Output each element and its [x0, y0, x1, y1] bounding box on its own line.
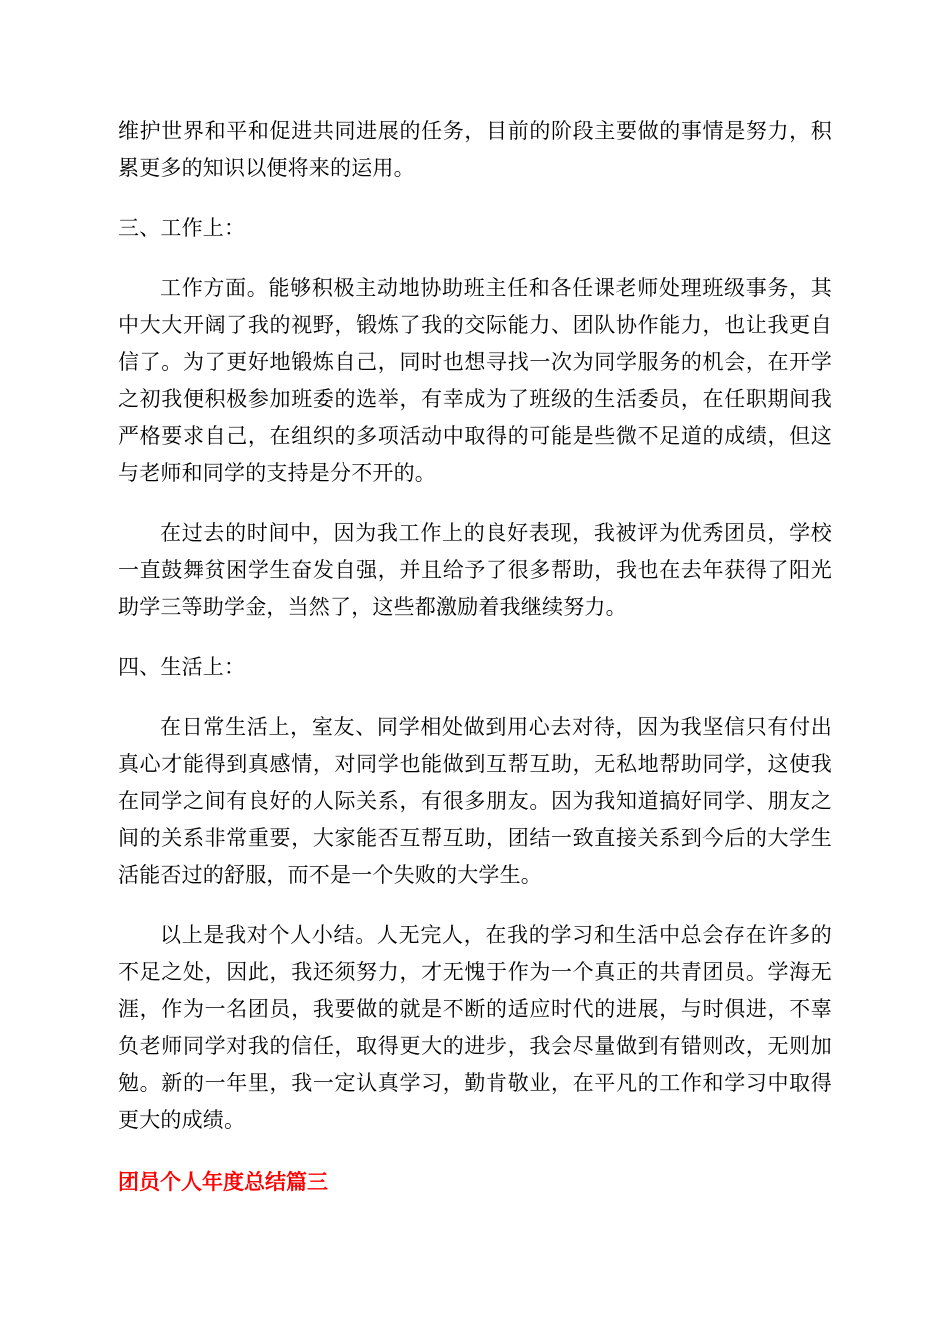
paragraph-honors: 在过去的时间中，因为我工作上的良好表现，我被评为优秀团员，学校一直鼓舞贫困学生奋发自强，并且给予了很多帮助，我也在去年获得了阳光助学三等助学金，当然了，这些都激励着我继续努力。 — [118, 521, 832, 619]
paragraph-life: 在日常生活上，室友、同学相处做到用心去对待，因为我坚信只有付出真心才能得到真感情，对同学也能做到互帮互助，无私地帮助同学，这使我在同学之间有良好的人际关系，有很多朋友。因为我知道搞好同学、朋友之间的关系非常重要，大家能否互帮互助，团结一致直接关系到今后的大学生活能否过的舒服，而不是一个失败的大学生。 — [118, 715, 832, 887]
paragraph-continuation: 维护世界和平和促进共同进展的任务，目前的阶段主要做的事情是努力，积累更多的知识以便将来的运用。 — [118, 119, 832, 180]
heading-work: 三、工作上： — [118, 216, 246, 240]
paragraph-conclusion: 以上是我对个人小结。人无完人，在我的学习和生活中总会存在许多的不足之处，因此，我还须努力，才无愧于作为一个真正的共青团员。学海无涯，作为一名团员，我要做的就是不断的适应时代的进展，与时俱进，不辜负老师同学对我的信任，取得更大的进步，我会尽量做到有错则改，无则加勉。新的一年里，我一定认真学习，勤肯敬业，在平凡的工作和学习中取得更大的成绩。 — [118, 923, 832, 1132]
paragraph-work: 工作方面。能够积极主动地协助班主任和各任课老师处理班级事务，其中大大开阔了我的视野，锻炼了我的交际能力、团队协作能力，也让我更自信了。为了更好地锻炼自己，同时也想寻找一次为同学服务的机会，在开学之初我便积极参加班委的选举，有幸成为了班级的生活委员，在任职期间我严格要求自己，在组织的多项活动中取得的可能是些微不足道的成绩，但这与老师和同学的支持是分不开的。 — [118, 276, 832, 485]
heading-life: 四、生活上： — [118, 655, 246, 679]
section-title: 团员个人年度总结篇三 — [118, 1170, 328, 1194]
